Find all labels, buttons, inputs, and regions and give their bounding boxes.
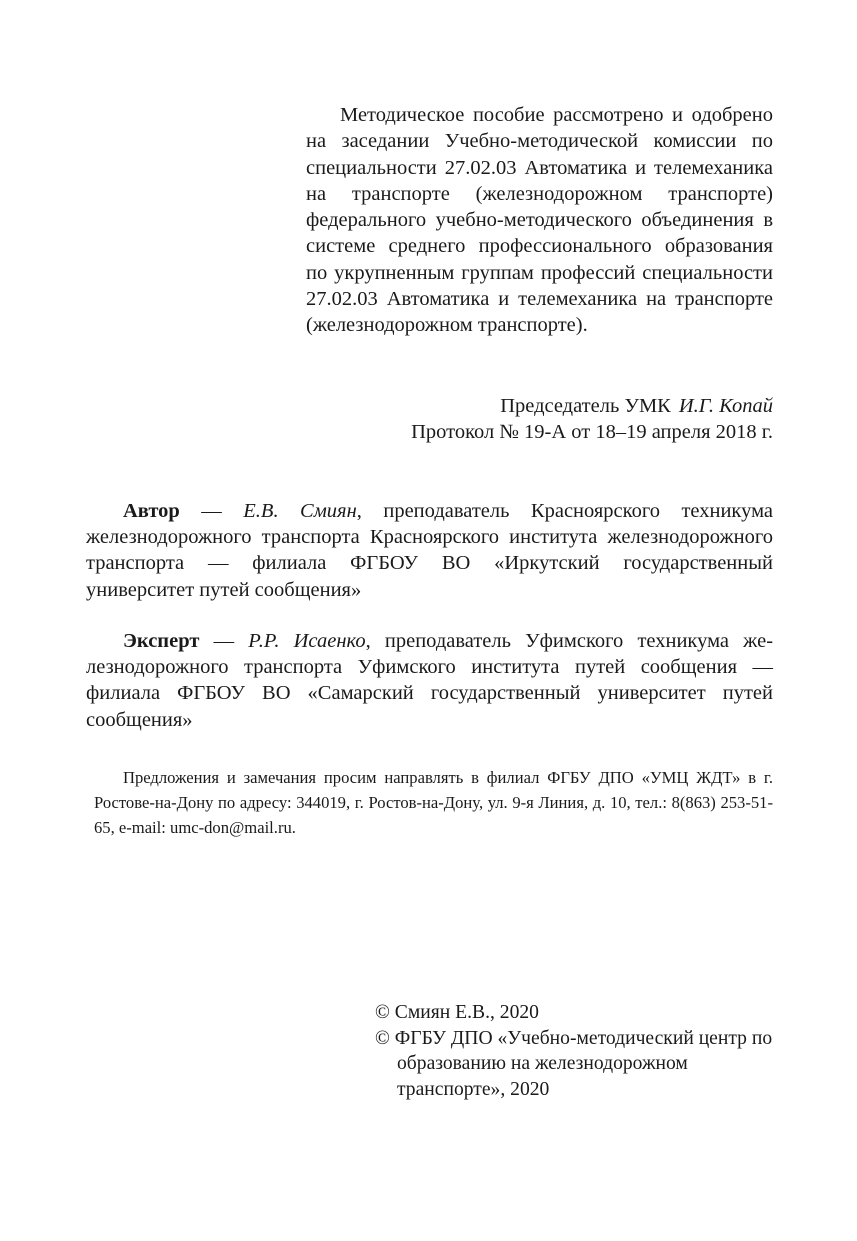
chair-signature bbox=[411, 393, 773, 446]
expert-paragraph bbox=[86, 628, 773, 733]
author-name: Е.В. Смиян bbox=[243, 500, 357, 522]
expert-role: Эксперт bbox=[123, 630, 200, 652]
chair-title: Председатель УМК bbox=[500, 395, 671, 417]
expert-description: , преподаватель Уфимского техникума железнодорожного транспорта Уфимского института путей сообщения — филиала ФГБОУ ВО «Самарский государственный университет путей сообщения» bbox=[86, 630, 774, 731]
author-role: Автор bbox=[123, 500, 180, 522]
copyright-block bbox=[375, 1000, 775, 1102]
author-description: , преподаватель Красноярского техникума железнодорожного транспорта Красноярского института железнодорожного транспорта — филиала ФГБОУ ВО «Иркутский государственный университет путей сообщения» bbox=[86, 500, 774, 601]
chair-line bbox=[411, 393, 773, 419]
author-paragraph bbox=[86, 498, 773, 603]
expert-name: Р.Р. Исаенко bbox=[248, 630, 366, 652]
copyright-publisher: © ФГБУ ДПО «Учебно-методический центр по образованию на железнодорожном транспорте», 2020 bbox=[375, 1027, 773, 1100]
author-dash: — bbox=[179, 500, 244, 522]
feedback-notes: Предложения и замечания просим направлять в филиал ФГБУ ДПО «УМЦ ЖДТ» в г. Ростове-на-Дону по адресу: 344019, г. Ростов-на-Дону, ул. 9-я Линия, д. 10, тел.: 8(863) 253-51-65, e-mail: umc-don@mail.ru. bbox=[94, 768, 773, 837]
copyright-author: © Смиян Е.В., 2020 bbox=[375, 1002, 539, 1023]
chair-name: И.Г. Копай bbox=[678, 395, 773, 417]
approval-paragraph: Методическое пособие рассмотрено и одобрено на заседании Учебно-методической комиссии по специальности 27.02.03 Автоматика и телемеханика на транспорте (железнодорожном транспорте) федерального учебно-методического объединения в системе среднего профессионального образования по укрупненным группам профессий специальности 27.02.03 Автоматика и телемеханика на транспорте (железнодорожном транспорте). bbox=[306, 104, 773, 337]
expert-dash: — bbox=[199, 630, 249, 652]
protocol-line: Протокол № 19-А от 18–19 апреля 2018 г. bbox=[411, 421, 773, 444]
